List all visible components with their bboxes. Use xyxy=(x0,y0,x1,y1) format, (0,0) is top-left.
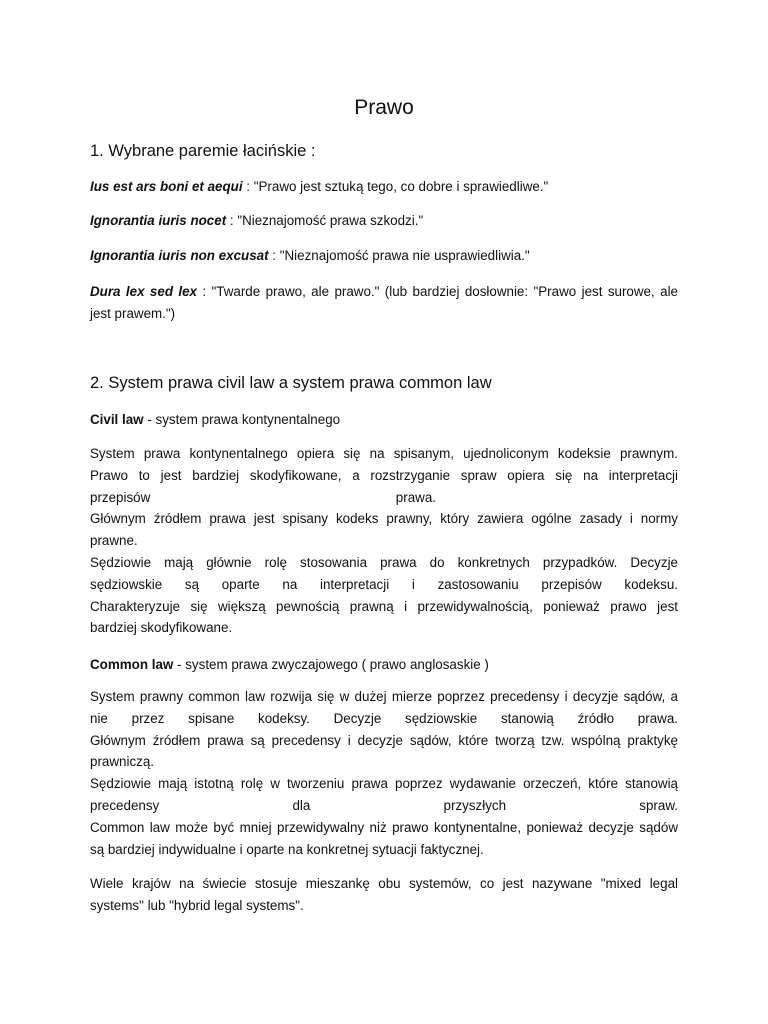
maxim-4 xyxy=(90,281,678,325)
civil-line-1: System prawa kontynentalnego opiera się na spisanym, ujednoliconym kodeksie prawnym. xyxy=(90,446,678,461)
civil-line-2: Prawo to jest bardziej skodyfikowane, a rozstrzyganie spraw opiera się na interpretacji xyxy=(90,467,678,483)
civil-line-5: prawne. xyxy=(90,533,138,549)
maxim-1-translation: : "Prawo jest sztuką tego, co dobre i sprawiedliwe." xyxy=(242,179,549,194)
document-title: Prawo xyxy=(354,96,414,119)
civil-law-label xyxy=(90,409,678,431)
maxim-3 xyxy=(90,245,678,267)
civil-line-4: Głównym źródłem prawa jest spisany kodeks prawny, który zawiera ogólne zasady i normy xyxy=(90,511,678,527)
civil-line-7: sędziowskie są oparte na interpretacji i zastosowaniu przepisów kodeksu. xyxy=(90,576,678,592)
conclusion-line-2: systems" lub "hybrid legal systems". xyxy=(90,897,304,913)
maxim-3-term: Ignorantia iuris non excusat xyxy=(90,248,269,263)
maxim-4-line-1 xyxy=(90,281,678,303)
maxim-4-translation-line-1: : "Twarde prawo, ale prawo." (lub bardziej dosłownie: "Prawo jest surowe, ale xyxy=(197,284,678,299)
maxim-4-line-2: jest prawem.") xyxy=(90,305,176,321)
civil-law-paragraph xyxy=(90,443,678,639)
common-law-term: Common law xyxy=(90,657,174,672)
common-line-7: Common law może być mniej przewidywalny niż prawo kontynentalne, ponieważ decyzje sądów xyxy=(90,819,678,835)
civil-line-6: Sędziowie mają głównie rolę stosowania prawa do konkretnych przypadków. Decyzje xyxy=(90,554,678,570)
common-line-8: są bardziej indywidualne i oparte na konkretnej sytuacji faktycznej. xyxy=(90,841,484,857)
common-law-label xyxy=(90,654,678,676)
common-line-4: prawniczą. xyxy=(90,754,155,770)
civil-line-3: przepisów prawa. xyxy=(90,489,436,505)
common-line-6: precedensy dla przyszłych spraw. xyxy=(90,797,678,813)
civil-line-8: Charakteryzuje się większą pewnością prawną i przewidywalnością, ponieważ prawo jest xyxy=(90,598,678,614)
maxim-2-translation: : "Nieznajomość prawa szkodzi." xyxy=(226,213,424,228)
document-page xyxy=(90,0,678,1024)
common-law-description: - system prawa zwyczajowego ( prawo anglosaskie ) xyxy=(173,657,489,672)
conclusion-line-1: Wiele krajów na świecie stosuje mieszankę obu systemów, co jest nazywane "mixed legal xyxy=(90,876,678,891)
common-line-1: System prawny common law rozwija się w dużej mierze poprzez precedensy i decyzje sądów, a xyxy=(90,689,678,704)
common-line-3: Głównym źródłem prawa są precedensy i decyzje sądów, które tworzą tzw. wspólną praktykę xyxy=(90,732,678,748)
common-law-paragraph xyxy=(90,686,678,860)
civil-law-description: - system prawa kontynentalnego xyxy=(143,412,341,427)
civil-law-term: Civil law xyxy=(90,412,144,427)
maxim-1 xyxy=(90,176,678,198)
maxim-3-translation: : "Nieznajomość prawa nie usprawiedliwia." xyxy=(268,248,530,263)
maxim-4-term: Dura lex sed lex xyxy=(90,284,198,299)
common-line-2: nie przez spisane kodeksy. Decyzje sędziowskie stanowią źródło prawa. xyxy=(90,710,678,726)
maxim-1-term: Ius est ars boni et aequi xyxy=(90,179,243,194)
common-line-5: Sędziowie mają istotną rolę w tworzeniu prawa poprzez wydawanie orzeczeń, które stanowią xyxy=(90,776,678,792)
maxim-2 xyxy=(90,210,678,232)
conclusion-paragraph xyxy=(90,873,678,917)
section-1-heading: 1. Wybrane paremie łacińskie : xyxy=(90,142,316,160)
section-2-heading: 2. System prawa civil law a system prawa common law xyxy=(90,374,492,392)
maxim-2-term: Ignorantia iuris nocet xyxy=(90,213,227,228)
civil-line-9: bardziej skodyfikowane. xyxy=(90,620,233,636)
